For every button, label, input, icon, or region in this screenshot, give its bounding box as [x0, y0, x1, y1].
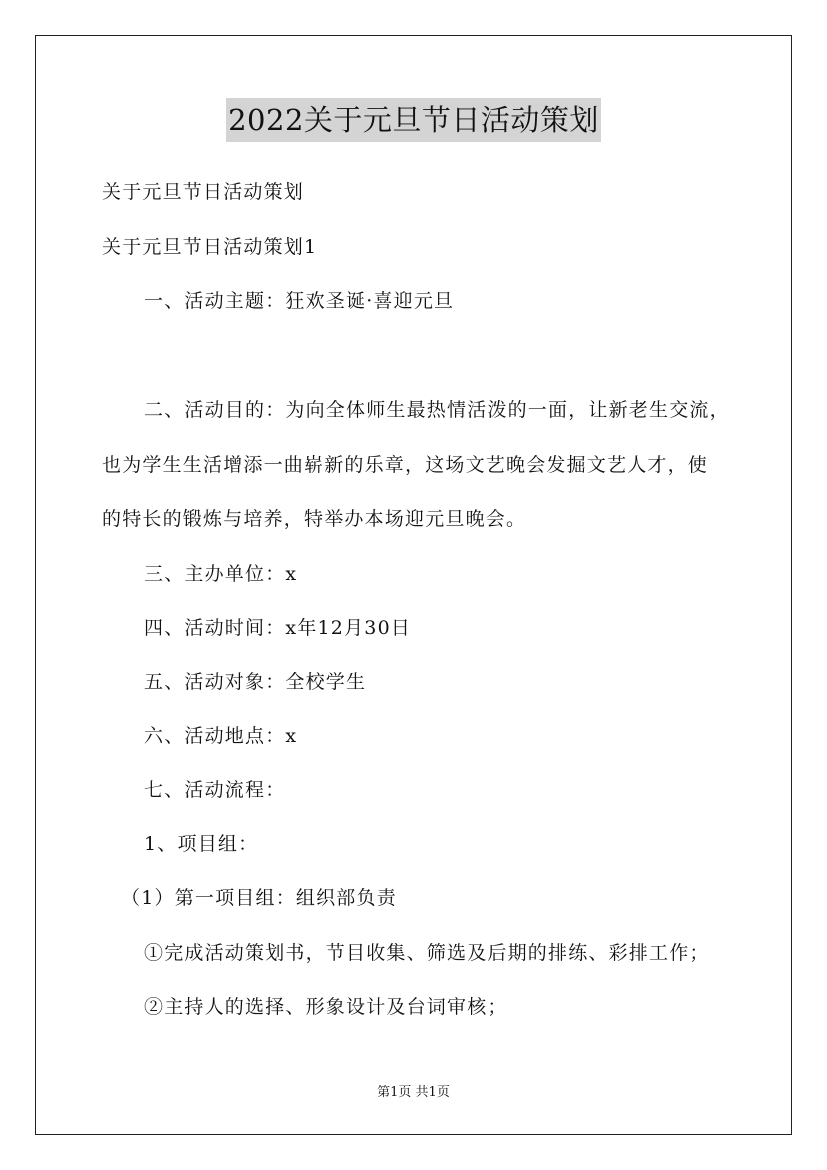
- paragraph-process: 七、活动流程：: [144, 779, 286, 801]
- paragraph-organizer: 三、主办单位：x: [144, 563, 298, 585]
- paragraph-location: 六、活动地点：x: [144, 725, 298, 747]
- paragraph-task-1: ①完成活动策划书，节目收集、筛选及后期的排练、彩排工作；: [144, 942, 710, 964]
- paragraph-first-group: （1）第一项目组：组织部负责: [121, 887, 397, 909]
- paragraph-purpose-line-1: 二、活动目的：为向全体师生最热情活泼的一面，让新老生交流，: [144, 399, 730, 421]
- document-title: 2022关于元旦节日活动策划: [226, 98, 601, 142]
- paragraph-project-group: 1、项目组：: [144, 833, 259, 855]
- title-container: [0, 98, 827, 142]
- paragraph-audience: 五、活动对象：全校学生: [144, 671, 367, 693]
- paragraph-time: 四、活动时间：x年12月30日: [144, 617, 412, 639]
- paragraph-section-title: 关于元旦节日活动策划1: [102, 236, 318, 258]
- page-footer: 第1页 共1页: [377, 1085, 450, 1100]
- paragraph-task-2: ②主持人的选择、形象设计及台词审核；: [144, 996, 508, 1018]
- paragraph-purpose-line-2: 也为学生生活增添一曲崭新的乐章，这场文艺晚会发掘文艺人才，使: [102, 454, 709, 476]
- paragraph-heading: 关于元旦节日活动策划: [102, 181, 305, 203]
- paragraph-purpose-line-3: 的特长的锻炼与培养，特举办本场迎元旦晚会。: [102, 508, 527, 530]
- paragraph-theme: 一、活动主题：狂欢圣诞·喜迎元旦: [144, 290, 455, 312]
